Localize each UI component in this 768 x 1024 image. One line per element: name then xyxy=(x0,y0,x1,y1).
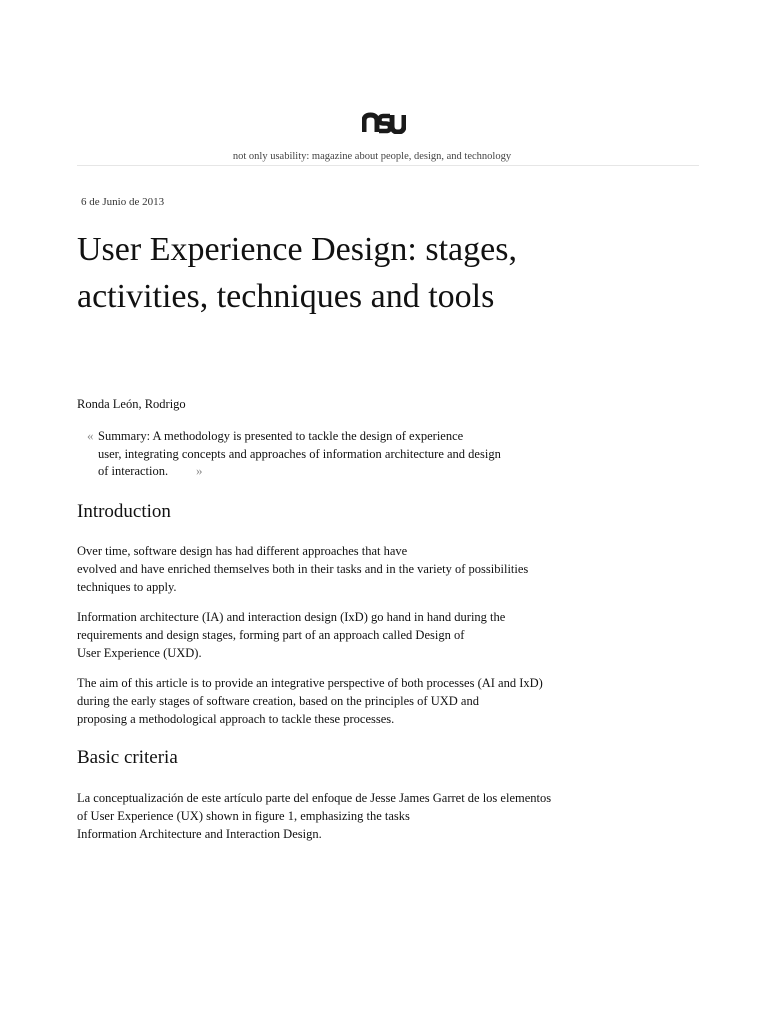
paragraph-line: Over time, software design has had different approaches that have xyxy=(77,544,408,558)
paragraph-line: techniques to apply. xyxy=(77,580,177,594)
article-title: User Experience Design: stages, activities, techniques and tools xyxy=(77,231,517,315)
section-heading-introduction: Introduction xyxy=(77,501,171,522)
paragraph-line: The aim of this article is to provide an integrative perspective of both processes (AI and IxD) xyxy=(77,676,543,690)
paragraph xyxy=(77,789,597,843)
section-heading-basic-criteria: Basic criteria xyxy=(77,747,178,768)
paragraph-line: evolved and have enriched themselves both in their tasks and in the variety of possibilities xyxy=(77,562,529,576)
paragraph xyxy=(77,608,597,662)
paragraph-line: requirements and design stages, forming part of an approach called Design of xyxy=(77,628,465,642)
paragraph-line: Information architecture (IA) and interaction design (IxD) go hand in hand during the xyxy=(77,610,506,624)
paragraph-line: User Experience (UXD). xyxy=(77,646,202,660)
paragraph-line: proposing a methodological approach to tackle these processes. xyxy=(77,712,395,726)
quote-open-icon: « xyxy=(87,428,94,443)
nsu-logo-icon xyxy=(362,112,406,134)
article-date: 6 de Junio de 2013 xyxy=(81,196,165,208)
paragraph xyxy=(77,542,597,596)
paragraph xyxy=(77,674,597,728)
header-divider xyxy=(77,165,699,166)
summary-line: user, integrating concepts and approaches of information architecture and design xyxy=(98,446,501,461)
paragraph-line: La conceptualización de este artículo parte del enfoque de Jesse James Garret de los elementos xyxy=(77,791,552,805)
paragraph-line: Information Architecture and Interaction Design. xyxy=(77,827,322,841)
summary-line: of interaction. xyxy=(98,464,169,478)
article-author: Ronda León, Rodrigo xyxy=(77,397,186,411)
paragraph-line: of User Experience (UX) shown in figure 1, emphasizing the tasks xyxy=(77,809,410,823)
paragraph-line: during the early stages of software creation, based on the principles of UXD and xyxy=(77,694,479,708)
quote-close-icon: » xyxy=(196,463,203,478)
site-tagline: not only usability: magazine about people, design, and technology xyxy=(232,151,512,162)
site-logo[interactable] xyxy=(0,112,768,136)
summary-line: Summary: A methodology is presented to tackle the design of experience xyxy=(98,429,464,443)
article-summary xyxy=(98,428,538,481)
